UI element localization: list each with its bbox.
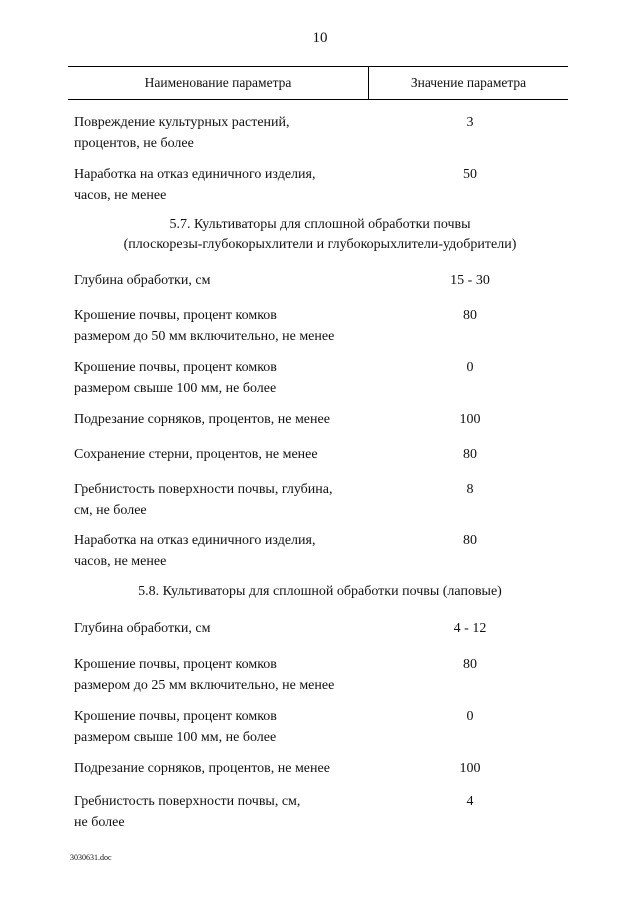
document-filename: 3030631.doc xyxy=(70,853,112,862)
parameter-name: Глубина обработки, см xyxy=(74,621,211,636)
parameter-value: 15 - 30 xyxy=(450,273,490,288)
header-parameter-name: Наименование параметра xyxy=(68,67,369,99)
section-title-5-7-line1: 5.7. Культиваторы для сплошной обработки почвы xyxy=(169,217,471,232)
parameter-value: 80 xyxy=(463,308,477,323)
parameter-value: 4 xyxy=(466,794,474,809)
header-parameter-value: Значение параметра xyxy=(410,75,527,90)
parameter-value: 0 xyxy=(466,709,474,724)
parameter-name: Крошение почвы, процент комков размером до 25 мм включительно, не менее xyxy=(74,657,335,693)
parameter-name: Подрезание сорняков, процентов, не менее xyxy=(74,761,330,776)
parameter-name: Крошение почвы, процент комков размером свыше 100 мм, не более xyxy=(74,709,277,745)
parameter-value: 80 xyxy=(463,533,477,548)
parameter-value: 50 xyxy=(463,167,477,182)
table-header xyxy=(68,66,568,100)
parameter-name: Повреждение культурных растений, процентов, не более xyxy=(74,115,290,151)
parameter-name: Наработка на отказ единичного изделия, часов, не менее xyxy=(74,167,316,203)
section-title-5-7-line2: (плоскорезы-глубокорыхлители и глубокорыхлители-удобрители) xyxy=(123,237,517,252)
parameter-name: Сохранение стерни, процентов, не менее xyxy=(74,447,318,462)
parameter-value: 3 xyxy=(466,115,474,130)
parameter-value: 100 xyxy=(459,761,481,776)
parameter-value: 8 xyxy=(466,482,474,497)
parameter-name: Глубина обработки, см xyxy=(74,273,211,288)
parameter-name: Подрезание сорняков, процентов, не менее xyxy=(74,412,330,427)
parameter-name: Гребнистость поверхности почвы, см, не более xyxy=(74,794,301,830)
parameter-name: Крошение почвы, процент комков размером до 50 мм включительно, не менее xyxy=(74,308,335,344)
parameter-value: 4 - 12 xyxy=(453,621,487,636)
parameter-name: Гребнистость поверхности почвы, глубина, см, не более xyxy=(74,482,333,518)
page-number: 10 xyxy=(312,30,328,46)
parameter-name: Крошение почвы, процент комков размером свыше 100 мм, не более xyxy=(74,360,277,396)
section-title-5-8: 5.8. Культиваторы для сплошной обработки почвы (лаповые) xyxy=(138,584,502,599)
parameter-value: 80 xyxy=(463,657,477,672)
parameter-value: 100 xyxy=(459,412,481,427)
parameter-name: Наработка на отказ единичного изделия, часов, не менее xyxy=(74,533,316,569)
parameter-value: 0 xyxy=(466,360,474,375)
parameter-value: 80 xyxy=(463,447,477,462)
